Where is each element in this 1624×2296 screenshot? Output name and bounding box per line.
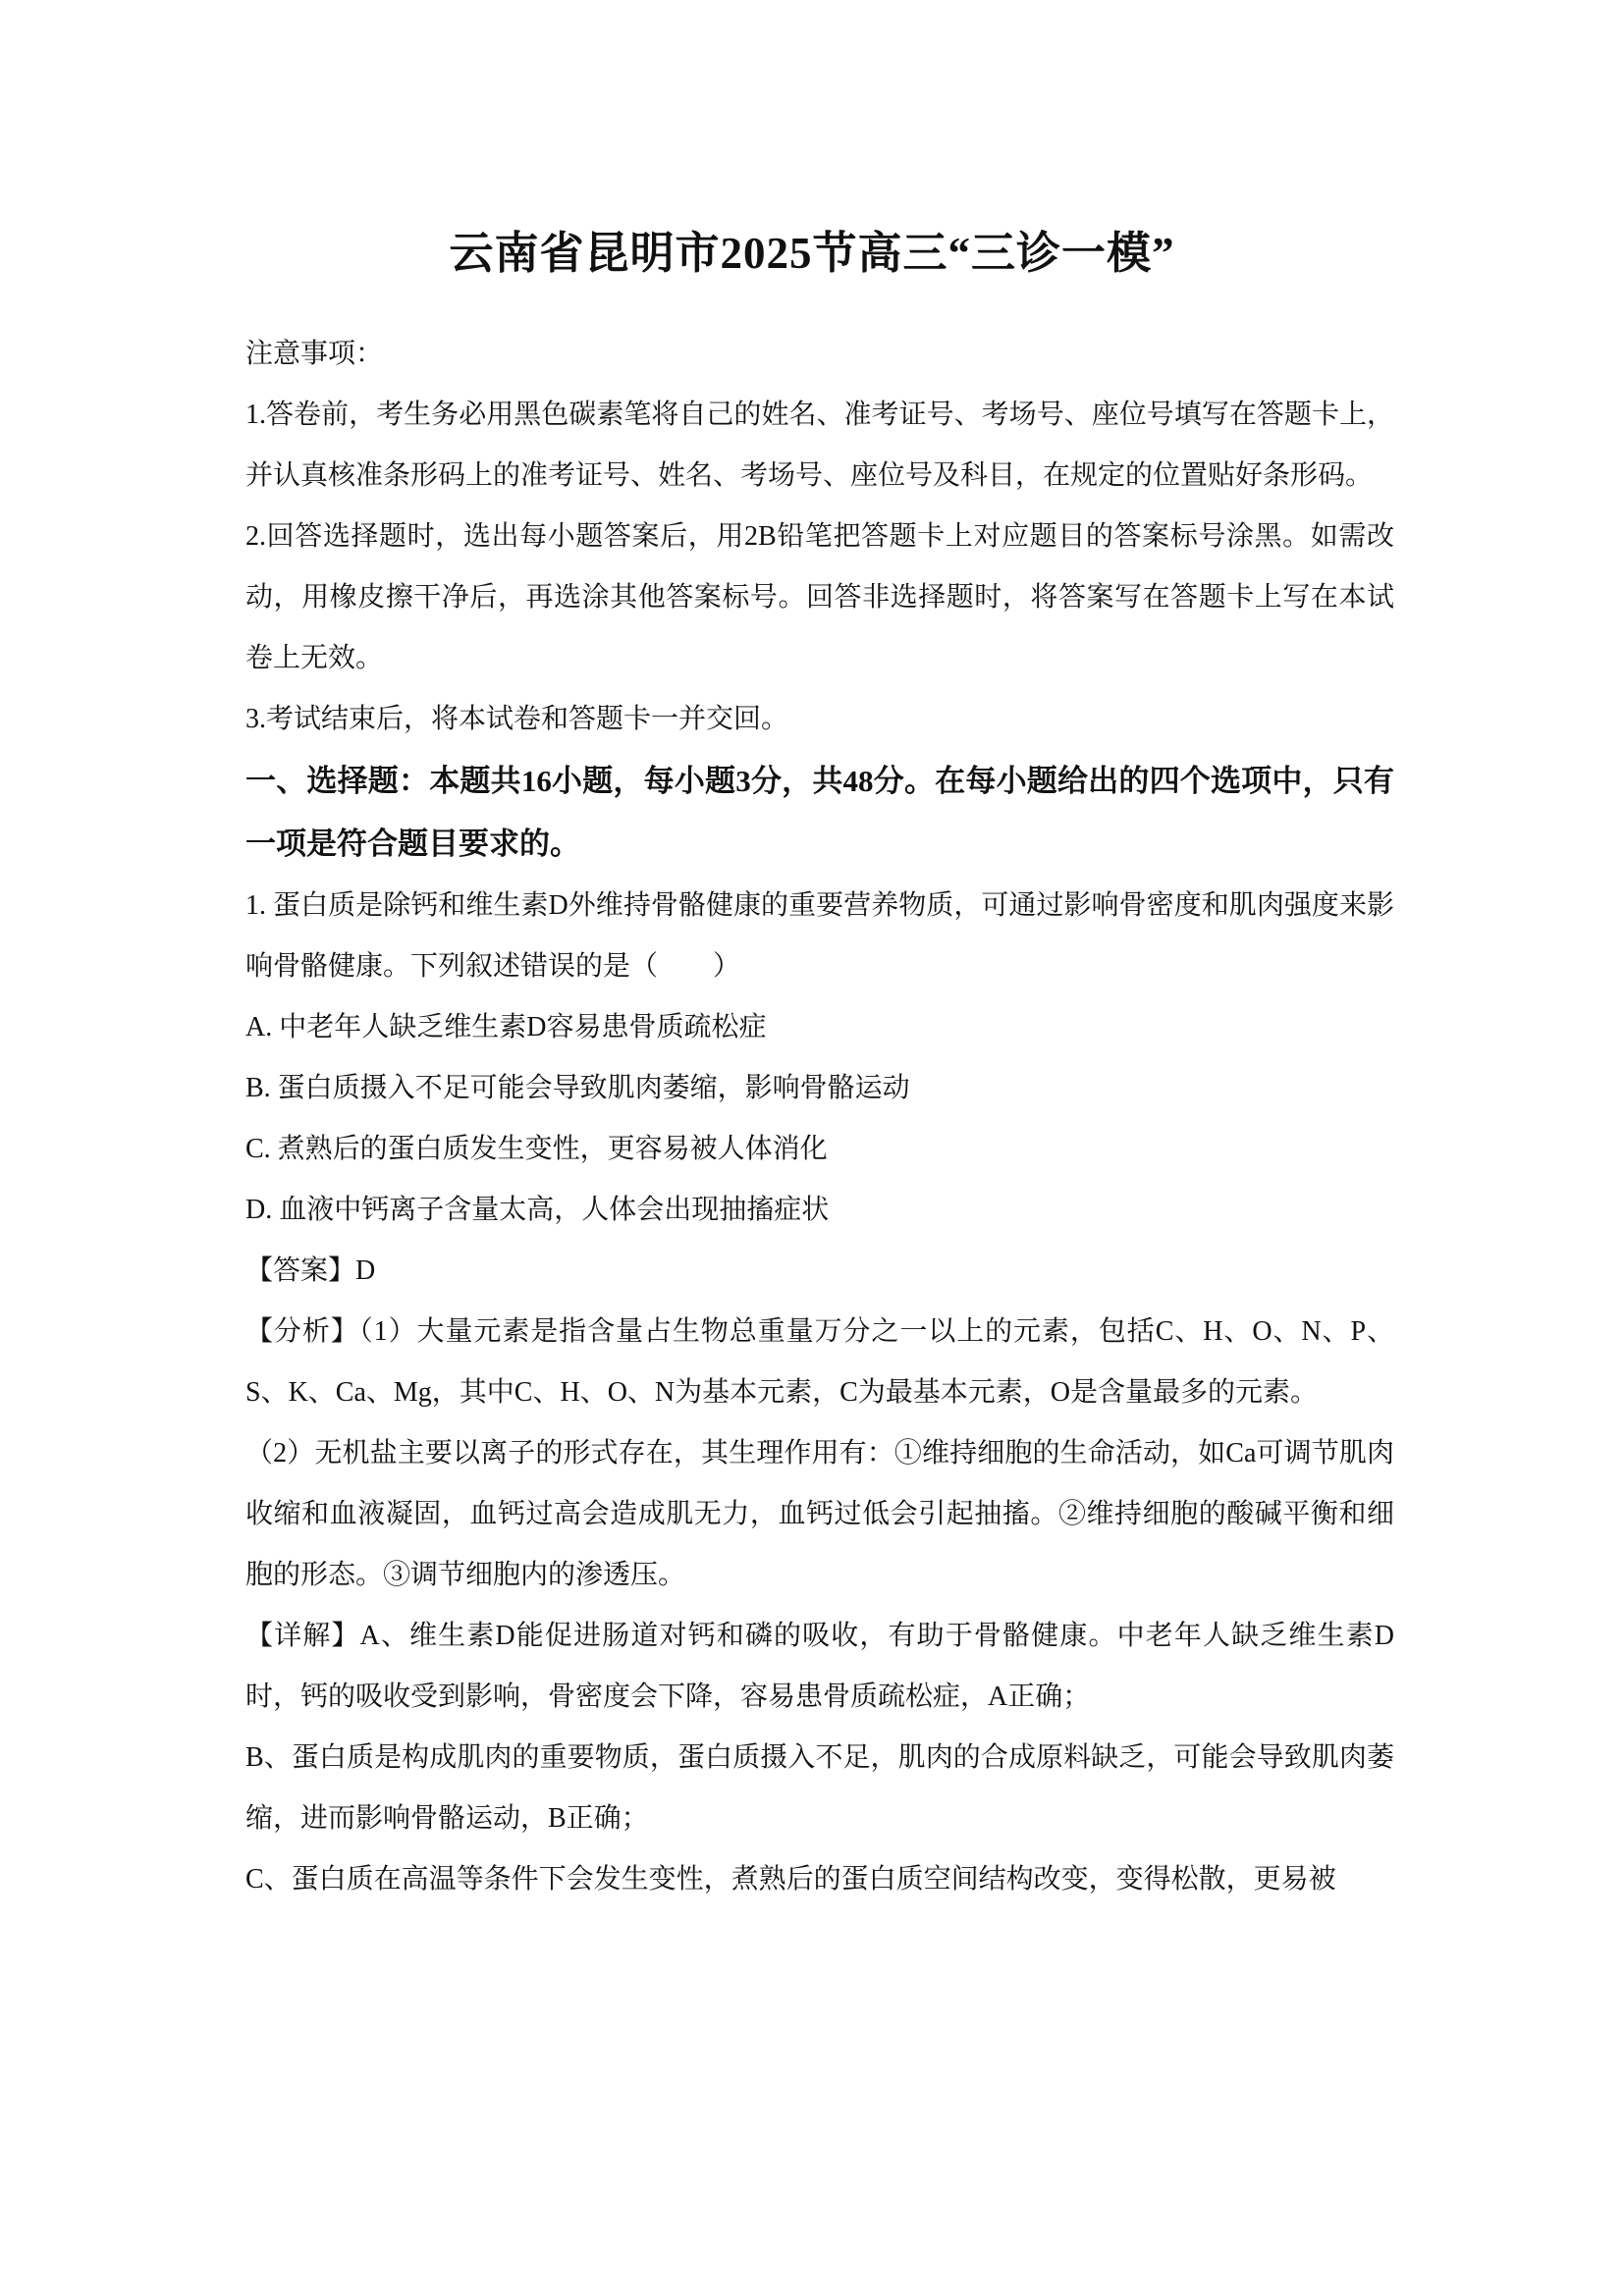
- notice-item-3: 3.考试结束后，将本试卷和答题卡一并交回。: [245, 704, 789, 734]
- detail-paragraph-c: C、蛋白质在高温等条件下会发生变性，煮熟后的蛋白质空间结构改变，变得松散，更易被: [245, 1864, 1336, 1895]
- analysis-text-1: （1）大量元素是指含量占生物总重量万分之一以上的元素，包括C、H、O、N、P、S、K、Ca、Mg，其中C、H、O、N为基本元素，C为最基本元素，O是含量最多的元素。: [245, 1316, 1394, 1408]
- analysis-paragraph-1: [245, 1302, 1394, 1423]
- analysis-paragraph-2: （2）无机盐主要以离子的形式存在，其生理作用有：①维持细胞的生命活动，如Ca可调节肌肉收缩和血液凝固，血钙过高会造成肌无力，血钙过低会引起抽搐。②维持细胞的酸碱平衡和细胞的形态。③调节细胞内的渗透压。: [245, 1438, 1394, 1590]
- answer-line: [245, 1241, 1394, 1302]
- detail-text-a: A、维生素D能促进肠道对钙和磷的吸收，有助于骨骼健康。中老年人缺乏维生素D时，钙的吸收受到影响，骨密度会下降，容易患骨质疏松症，A正确；: [245, 1621, 1394, 1712]
- option-b: B. 蛋白质摄入不足可能会导致肌肉萎缩，影响骨骼运动: [245, 1073, 910, 1103]
- notice-heading: 注意事项：: [245, 339, 384, 369]
- answer-value: D: [355, 1255, 376, 1286]
- detail-label: 【详解】: [245, 1621, 360, 1651]
- analysis-label: 【分析】: [245, 1316, 359, 1347]
- document-body: [245, 324, 1394, 1910]
- answer-label: 【答案】: [245, 1255, 356, 1286]
- option-d: D. 血液中钙离子含量太高，人体会出现抽搐症状: [245, 1195, 830, 1225]
- document-title: 云南省昆明市2025节高三“三诊一模”: [449, 229, 1175, 278]
- option-c: C. 煮熟后的蛋白质发生变性，更容易被人体消化: [245, 1134, 828, 1164]
- section-heading: 一、选择题：本题共16小题，每小题3分，共48分。在每小题给出的四个选项中，只有一项是符合题目要求的。: [245, 764, 1394, 861]
- notice-item-1: 1.答卷前，考生务必用黑色碳素笔将自己的姓名、准考证号、考场号、座位号填写在答题卡上，并认真核准条形码上的准考证号、姓名、考场号、座位号及科目，在规定的位置贴好条形码。: [245, 400, 1394, 491]
- detail-paragraph-a: [245, 1606, 1394, 1728]
- option-a: A. 中老年人缺乏维生素D容易患骨质疏松症: [245, 1012, 767, 1042]
- detail-paragraph-b: B、蛋白质是构成肌肉的重要物质，蛋白质摄入不足，肌肉的合成原料缺乏，可能会导致肌肉萎缩，进而影响骨骼运动，B正确；: [245, 1742, 1394, 1834]
- question-stem: 1. 蛋白质是除钙和维生素D外维持骨骼健康的重要营养物质，可通过影响骨密度和肌肉强度来影响骨骼健康。下列叙述错误的是（ ）: [245, 890, 1394, 982]
- notice-item-2: 2.回答选择题时，选出每小题答案后，用2B铅笔把答题卡上对应题目的答案标号涂黑。如需改动，用橡皮擦干净后，再选涂其他答案标号。回答非选择题时，将答案写在答题卡上写在本试卷上无效。: [245, 521, 1394, 673]
